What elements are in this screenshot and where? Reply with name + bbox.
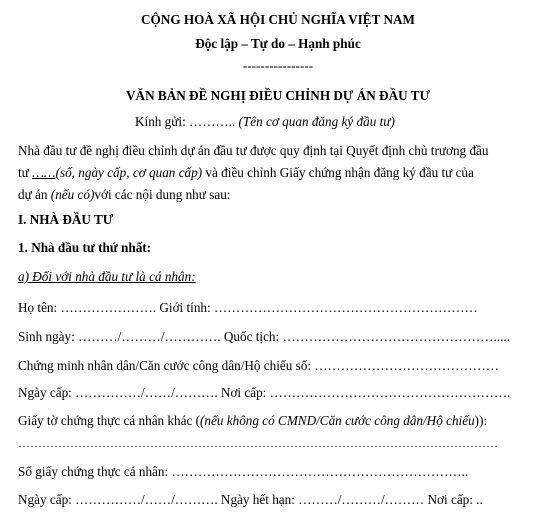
- intro-line-3: [18, 187, 230, 203]
- header-divider: ----------------: [242, 58, 314, 73]
- subheading-individual: a) Đối với nhà đầu tư là cá nhân:: [18, 269, 196, 284]
- country-name: CỘNG HOÀ XÃ HỘI CHỦ NGHĨA VIỆT NAM: [141, 12, 415, 27]
- recipient-label: Kính gửi: ………..: [135, 114, 236, 129]
- field-issue-date-place: Ngày cấp: ……………/……/………. Nơi cấp: ……………………………………………….: [18, 385, 511, 400]
- intro-line-3-end: với các nội dung như sau:: [94, 187, 231, 202]
- intro-line-3-start: dự án: [18, 187, 51, 202]
- field-other-document: [18, 413, 487, 429]
- subsection-first-investor: 1. Nhà đầu tư thứ nhất:: [18, 240, 152, 255]
- intro-line-2-start: tư: [18, 165, 33, 180]
- other-document-dots: …………………………………………………………………………………………………………: [18, 436, 498, 450]
- intro-optional-hint: (nếu có): [50, 187, 95, 202]
- other-document-hint: (nếu không có CMND/Căn cước công dân/Hộ chiếu: [200, 413, 475, 428]
- field-id-number: Chứng minh nhân dân/Căn cước công dân/Hộ chiếu số: ……………………………………: [18, 358, 499, 373]
- intro-line-2: [18, 165, 474, 181]
- document-title: VĂN BẢN ĐỀ NGHỊ ĐIỀU CHỈNH DỰ ÁN ĐẦU TƯ: [126, 88, 430, 103]
- field-dob-nationality: Sinh ngày: ………/………/…………. Quốc tịch: ………………………………………….....: [18, 329, 510, 344]
- intro-line-1: Nhà đầu tư đề nghị điều chỉnh dự án đầu tư được quy định tại Quyết định chủ trương đầu: [18, 143, 489, 158]
- field-certificate-number: Số giấy chứng thực cá nhân: …………………………………………………………..: [18, 464, 469, 479]
- intro-line-2-end: và điều chỉnh Giấy chứng nhận đăng ký đầu tư của: [202, 165, 474, 180]
- section-investor: I. NHÀ ĐẦU TƯ: [18, 212, 114, 227]
- intro-number-dots: ……: [32, 165, 56, 180]
- field-issue-expiry-place: Ngày cấp: ……………/……/………. Ngày hết hạn: ………/………/……… Nơi cấp: ..: [18, 492, 483, 507]
- other-document-end: )):: [474, 413, 488, 428]
- motto: Độc lập – Tự do – Hạnh phúc: [195, 36, 361, 51]
- recipient-line: [135, 114, 395, 130]
- recipient-value: (Tên cơ quan đăng ký đầu tư): [238, 114, 395, 129]
- field-name-gender: Họ tên: …………………. Giới tính: ……………………………………………………: [18, 300, 478, 315]
- intro-number-hint: (số, ngày cấp, cơ quan cấp): [55, 165, 203, 180]
- other-document-label: Giấy tờ chứng thực cá nhân khác (: [18, 413, 201, 428]
